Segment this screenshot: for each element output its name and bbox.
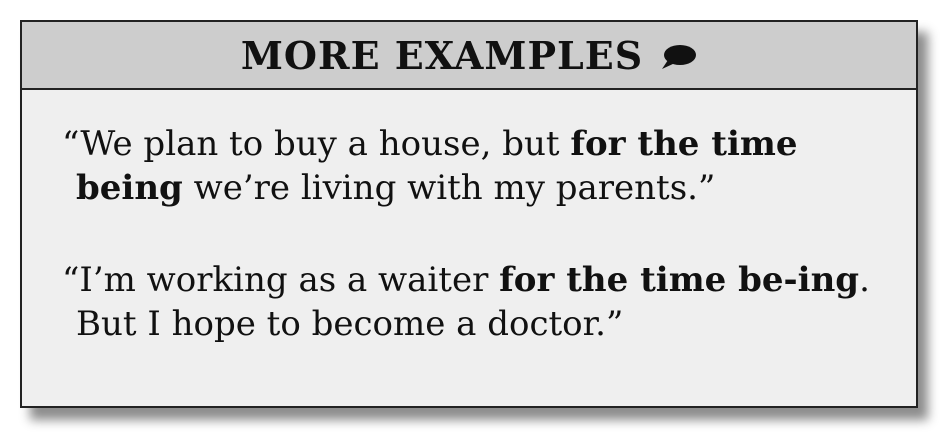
header-title: MORE EXAMPLES [240,32,644,78]
example-2-text-start: “I’m working as a waiter [62,260,500,300]
example-1-text-start: “We plan to buy a house, but [62,124,571,164]
card-header [22,22,916,90]
example-2-text-end: . But I hope to become a doctor.” [76,260,870,344]
example-sentence-1 [62,122,878,210]
example-sentence-2 [62,258,878,346]
examples-card [20,20,918,408]
examples-content [22,90,916,346]
example-1-idiom: for the time being [76,124,798,208]
example-1-text-end: we’re living with my parents.” [182,168,716,208]
speech-bubble-icon [659,44,697,70]
example-2-idiom: for the time be-ing [499,260,860,300]
